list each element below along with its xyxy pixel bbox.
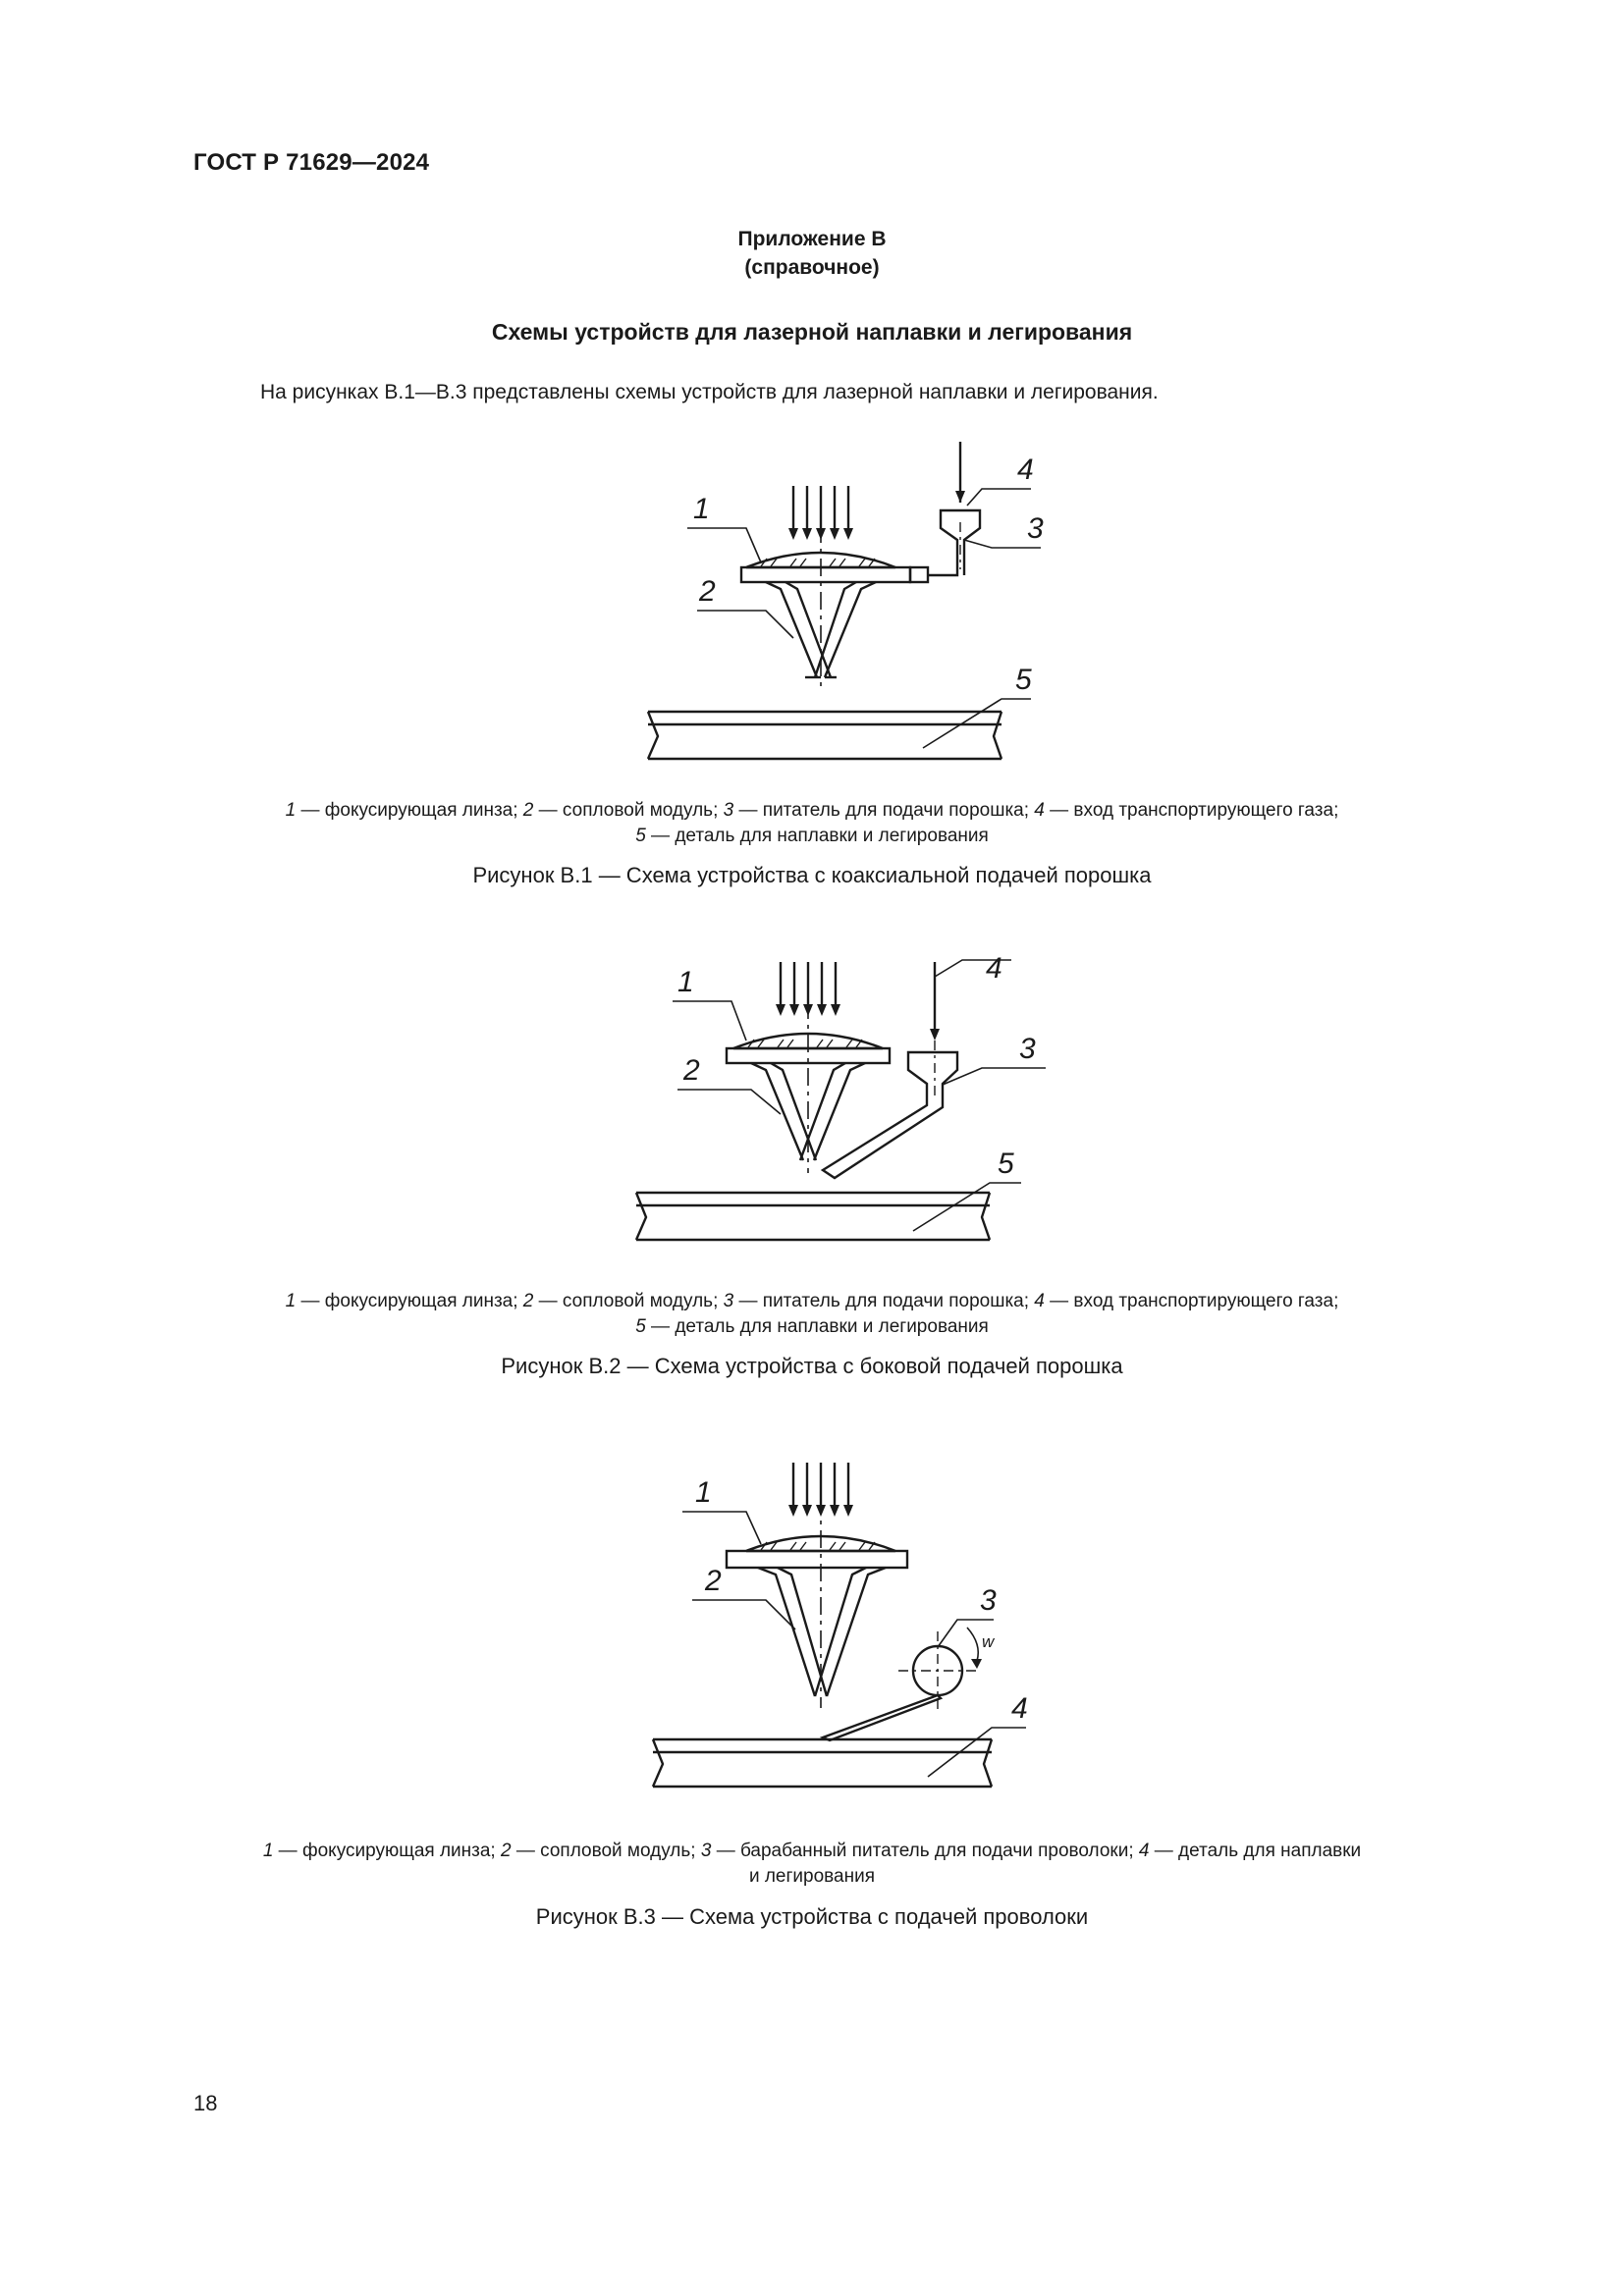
label-4: 4 bbox=[1011, 1692, 1028, 1725]
label-1: 1 bbox=[677, 966, 694, 998]
figure-b2-caption: Рисунок В.2 — Схема устройства с боковой подачей порошка bbox=[501, 1354, 1123, 1378]
label-2: 2 bbox=[705, 1565, 722, 1597]
wire bbox=[823, 1695, 941, 1740]
label-2: 2 bbox=[683, 1054, 700, 1087]
laser-beam-arrows bbox=[793, 486, 848, 530]
annex-title: Приложение В bbox=[737, 228, 887, 250]
label-3: 3 bbox=[1027, 512, 1044, 545]
label-1: 1 bbox=[693, 493, 710, 525]
label-1: 1 bbox=[695, 1476, 712, 1509]
figure-b2-legend: 1 — фокусирующая линза; 2 — сопловой модуль; 3 — питатель для подачи порошка; 4 — вход транспортирующего газа; 5 — деталь для наплавки и легирования bbox=[285, 1291, 1339, 1337]
figure-b3-caption: Рисунок В.3 — Схема устройства с подачей проволоки bbox=[535, 1904, 1089, 1929]
intro-paragraph: На рисунках В.1—В.3 представлены схемы устройств для лазерной наплавки и легирования. bbox=[260, 381, 1159, 403]
powder-feeder bbox=[928, 442, 980, 575]
nozzle-module bbox=[758, 1568, 886, 1696]
page-number: 18 bbox=[193, 2091, 218, 2115]
label-5: 5 bbox=[1015, 664, 1032, 696]
label-2: 2 bbox=[699, 575, 716, 608]
laser-beam-arrows bbox=[781, 962, 836, 1006]
workpiece bbox=[653, 1739, 992, 1787]
annex-subtitle: (справочное) bbox=[744, 256, 880, 279]
figure-b2-diagram bbox=[0, 942, 1624, 1276]
workpiece bbox=[648, 712, 1001, 759]
section-title: Схемы устройств для лазерной наплавки и легирования bbox=[491, 319, 1133, 345]
label-5: 5 bbox=[998, 1148, 1014, 1180]
label-3: 3 bbox=[1019, 1033, 1036, 1065]
rotation-label: w bbox=[982, 1632, 995, 1651]
figure-b3-diagram bbox=[0, 1443, 1624, 1816]
figure-b3-legend: 1 — фокусирующая линза; 2 — сопловой модуль; 3 — барабанный питатель для подачи проволоки; 4 — деталь для наплавки и легирования bbox=[262, 1841, 1362, 1887]
figure-b1-caption: Рисунок В.1 — Схема устройства с коаксиальной подачей порошка bbox=[472, 863, 1152, 887]
figure-b1-legend: 1 — фокусирующая линза; 2 — сопловой модуль; 3 — питатель для подачи порошка; 4 — вход транспортирующего газа; 5 — деталь для наплавки и легирования bbox=[285, 800, 1339, 846]
powder-feeder bbox=[823, 962, 957, 1178]
label-4: 4 bbox=[986, 952, 1002, 985]
label-4: 4 bbox=[1017, 454, 1034, 486]
figure-b1-diagram bbox=[0, 432, 1624, 785]
label-3: 3 bbox=[980, 1584, 997, 1617]
document-code: ГОСТ Р 71629—2024 bbox=[193, 149, 430, 176]
